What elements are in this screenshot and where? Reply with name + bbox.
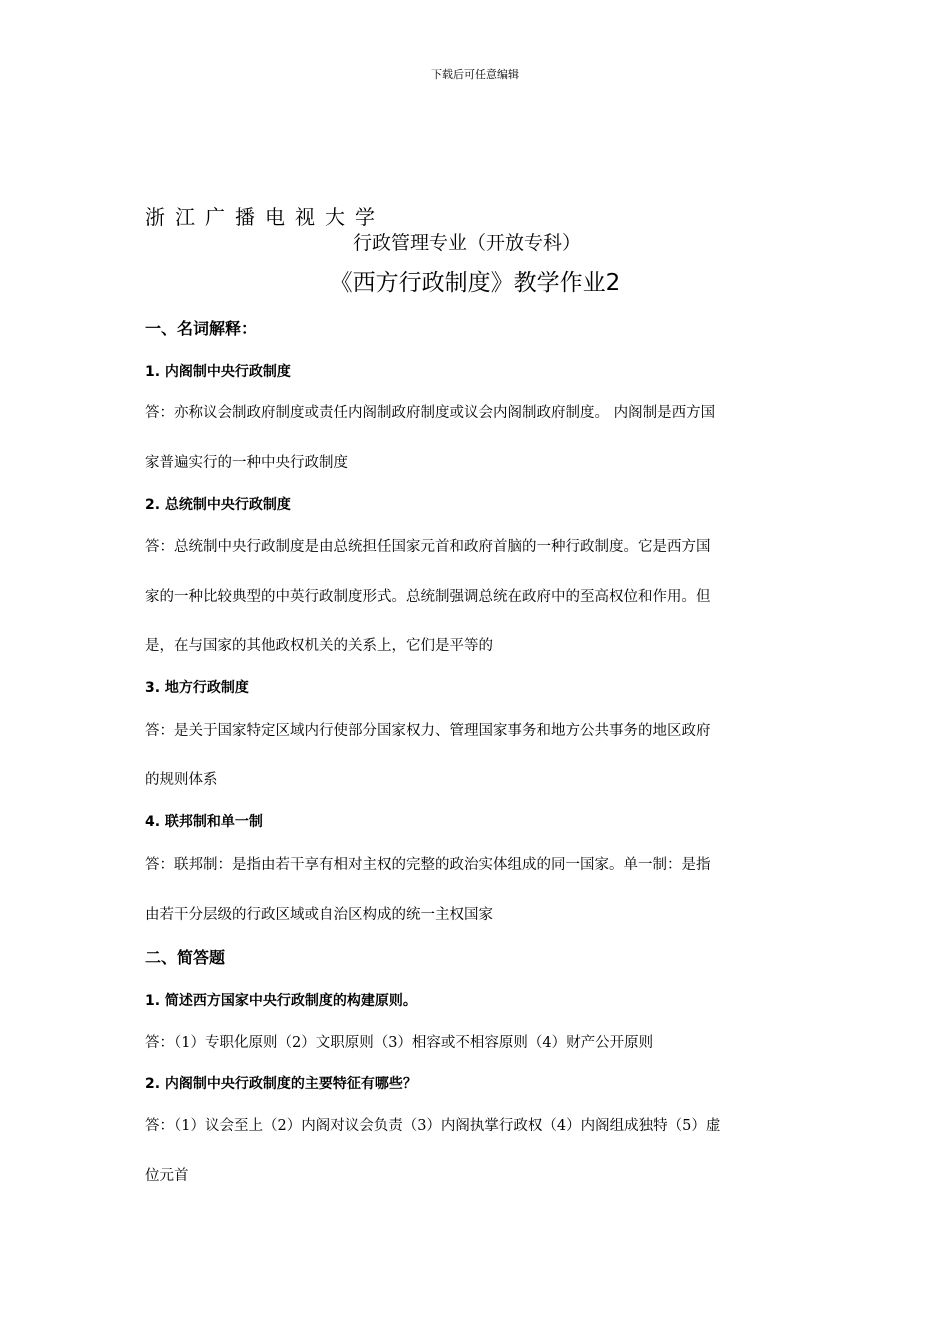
major-subtitle: 行政管理专业（开放专科） <box>353 232 582 254</box>
question-title: 4. 联邦制和单一制 <box>145 814 263 830</box>
answer-line: 答：（1）专职化原则（2）文职原则（3）相容或不相容原则（4）财产公开原则 <box>145 1035 654 1051</box>
answer-line: 位元首 <box>145 1168 189 1184</box>
question-title: 1. 简述西方国家中央行政制度的构建原则。 <box>145 993 417 1009</box>
answer-line: 答：（1）议会至上（2）内阁对议会负责（3）内阁执掌行政权（4）内阁组成独特（5）虚 <box>145 1118 721 1134</box>
answer-line: 答：亦称议会制政府制度或责任内阁制政府制度或议会内阁制政府制度。 内阁制是西方国 <box>145 405 716 421</box>
answer-line: 答：联邦制：是指由若干享有相对主权的完整的政治实体组成的同一国家。单一制：是指 <box>145 857 711 873</box>
question-title: 2. 内阁制中央行政制度的主要特征有哪些？ <box>145 1076 417 1092</box>
question-title: 1. 内阁制中央行政制度 <box>145 364 291 380</box>
page-header: 下载后可任意编辑 <box>431 68 519 81</box>
section-heading-short-answer: 二、简答题 <box>145 948 226 967</box>
answer-line: 家普遍实行的一种中央行政制度 <box>145 455 348 471</box>
question-title: 3. 地方行政制度 <box>145 680 249 696</box>
answer-line: 答：总统制中央行政制度是由总统担任国家元首和政府首脑的一种行政制度。它是西方国 <box>145 539 711 555</box>
answer-line: 答：是关于国家特定区域内行使部分国家权力、管理国家事务和地方公共事务的地区政府 <box>145 723 711 739</box>
answer-line: 是，在与国家的其他政权机关的关系上，它们是平等的 <box>145 638 493 654</box>
answer-line: 家的一种比较典型的中英行政制度形式。总统制强调总统在政府中的至高权位和作用。但 <box>145 589 711 605</box>
university-name: 浙江广播电视大学 <box>145 205 385 229</box>
question-title: 2. 总统制中央行政制度 <box>145 497 291 513</box>
answer-line: 的规则体系 <box>145 772 218 788</box>
section-heading-terms: 一、名词解释： <box>145 319 258 338</box>
answer-line: 由若干分层级的行政区域或自治区构成的统一主权国家 <box>145 907 493 923</box>
document-title: 《西方行政制度》教学作业2 <box>329 270 621 296</box>
